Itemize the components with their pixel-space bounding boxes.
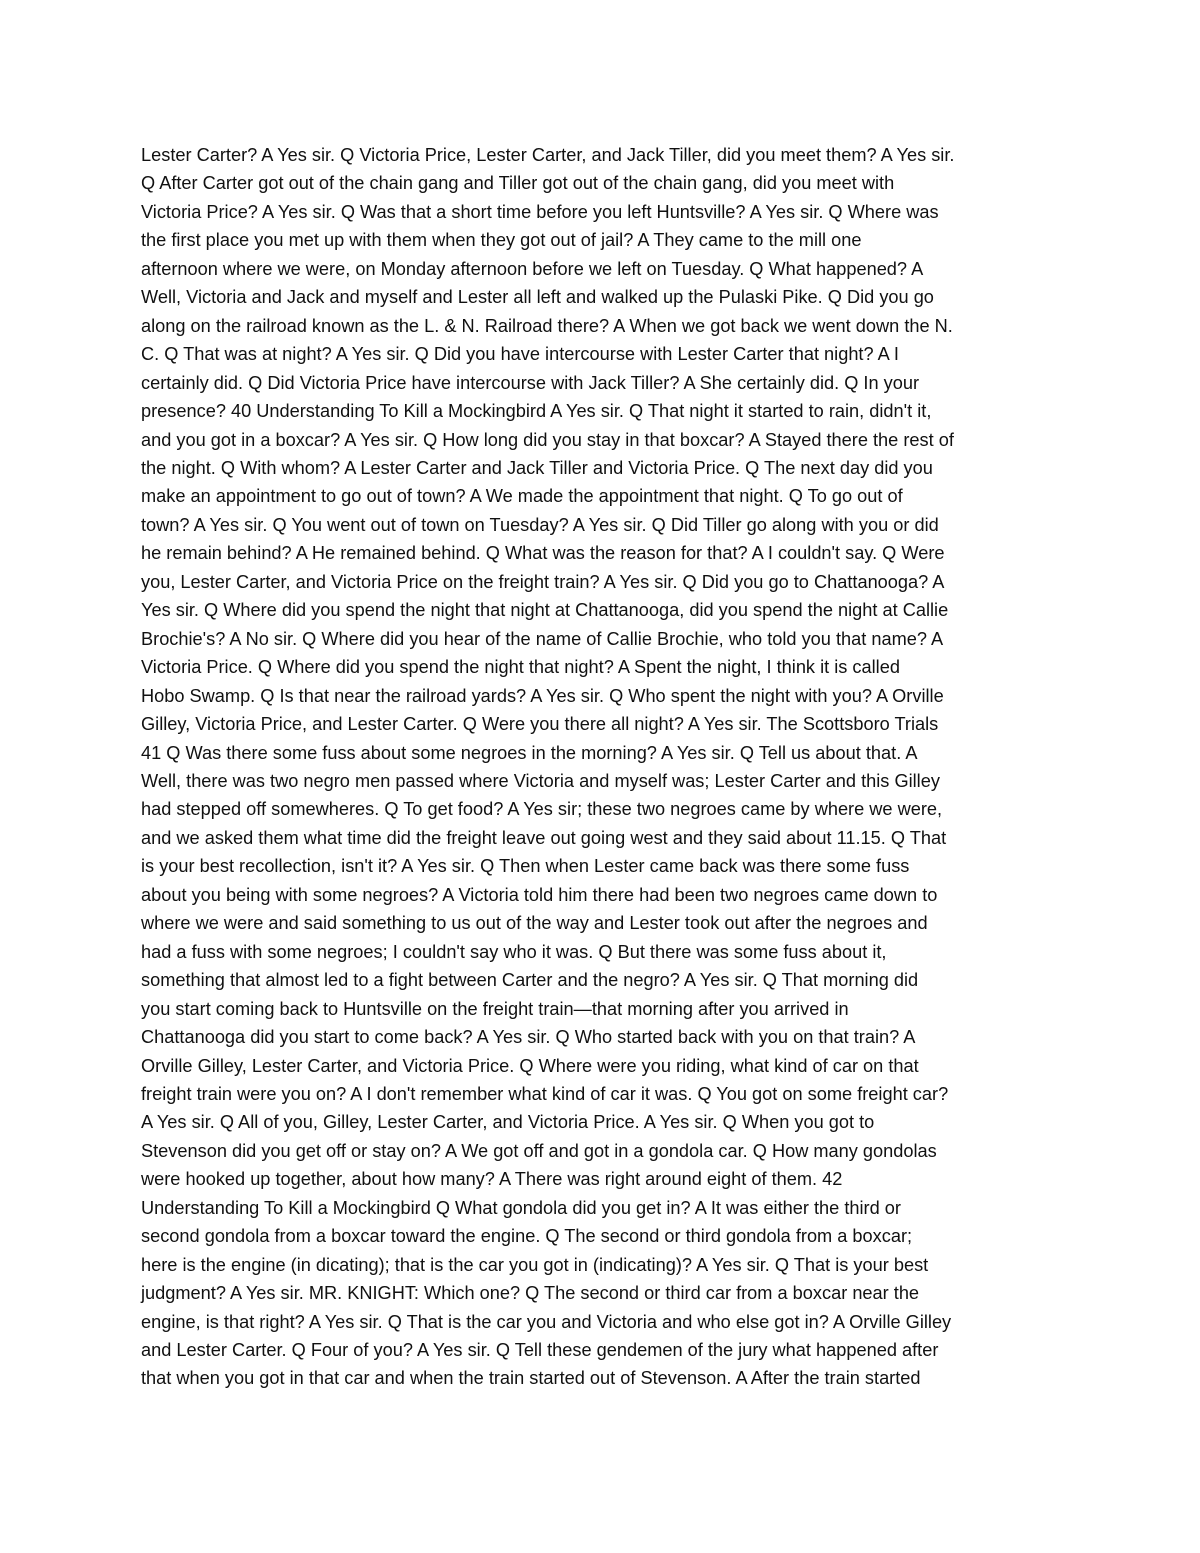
text-line: Brochie's? A No sir. Q Where did you hear of the name of Callie Brochie, who told you that name? A [141,628,944,649]
text-line: Gilley, Victoria Price, and Lester Carter. Q Were you there all night? A Yes sir. The Scottsboro Trials [141,714,939,735]
text-line: Orville Gilley, Lester Carter, and Victoria Price. Q Where were you riding, what kind of car on that [141,1055,919,1076]
text-line: about you being with some negroes? A Victoria told him there had been two negroes came down to [141,884,938,905]
text-line: freight train were you on? A I don't remember what kind of car it was. Q You got on some freight car? [141,1083,949,1104]
text-line: Understanding To Kill a Mockingbird Q What gondola did you get in? A It was either the third or [141,1197,901,1218]
text-line: something that almost led to a fight between Carter and the negro? A Yes sir. Q That morning did [141,970,919,991]
text-line: Well, there was two negro men passed where Victoria and myself was; Lester Carter and this Gilley [141,770,940,791]
text-line: make an appointment to go out of town? A We made the appointment that night. Q To go out of [141,486,903,507]
text-line: the first place you met up with them when they got out of jail? A They came to the mill one [141,230,862,251]
text-line: Victoria Price. Q Where did you spend the night that night? A Spent the night, I think it is called [141,657,900,678]
text-line: had stepped off somewheres. Q To get food? A Yes sir; these two negroes came by where we were, [141,799,943,820]
text-line: Chattanooga did you start to come back? A Yes sir. Q Who started back with you on that train? A [141,1027,916,1048]
text-line: and you got in a boxcar? A Yes sir. Q How long did you stay in that boxcar? A Stayed there the rest of [141,429,954,450]
text-line: 41 Q Was there some fuss about some negroes in the morning? A Yes sir. Q Tell us about that. A [141,742,918,763]
text-line: is your best recollection, isn't it? A Yes sir. Q Then when Lester came back was there some fuss [141,856,910,877]
text-line: Lester Carter? A Yes sir. Q Victoria Price, Lester Carter, and Jack Tiller, did you meet them? A Yes sir. [141,145,955,165]
text-line: he remain behind? A He remained behind. Q What was the reason for that? A I couldn't say. Q Were [141,543,945,564]
text-line: along on the railroad known as the L. & N. Railroad there? A When we got back we went down the N. [141,315,953,336]
text-line: had a fuss with some negroes; I couldn't say who it was. Q But there was some fuss about it, [141,941,887,962]
transcript-text-block [141,141,1066,1393]
text-line: C. Q That was at night? A Yes sir. Q Did you have intercourse with Lester Carter that night? A I [141,344,899,365]
text-line: afternoon where we were, on Monday afternoon before we left on Tuesday. Q What happened? A [141,258,924,279]
text-line: engine, is that right? A Yes sir. Q That is the car you and Victoria and who else got in? A Orville Gilley [141,1311,952,1332]
text-line: Yes sir. Q Where did you spend the night that night at Chattanooga, did you spend the night at Callie [141,600,949,621]
text-line: the night. Q With whom? A Lester Carter and Jack Tiller and Victoria Price. Q The next day did you [141,457,933,478]
text-line: town? A Yes sir. Q You went out of town on Tuesday? A Yes sir. Q Did Tiller go along with you or did [141,514,939,535]
text-line: presence? 40 Understanding To Kill a Mockingbird A Yes sir. Q That night it started to rain, didn't it, [141,401,932,422]
text-line: you start coming back to Huntsville on the freight train—that morning after you arrived in [141,998,849,1019]
text-line: that when you got in that car and when the train started out of Stevenson. A After the train started [141,1368,921,1389]
text-line: certainly did. Q Did Victoria Price have intercourse with Jack Tiller? A She certainly did. Q In your [141,372,920,393]
text-line: second gondola from a boxcar toward the engine. Q The second or third gondola from a boxcar; [141,1226,913,1247]
text-line: you, Lester Carter, and Victoria Price on the freight train? A Yes sir. Q Did you go to Chattanooga? A [141,571,945,592]
text-line: Stevenson did you get off or stay on? A We got off and got in a gondola car. Q How many gondolas [141,1140,937,1161]
text-line: were hooked up together, about how many? A There was right around eight of them. 42 [141,1169,843,1190]
text-line: and Lester Carter. Q Four of you? A Yes sir. Q Tell these gendemen of the jury what happened after [141,1340,939,1361]
text-line: where we were and said something to us out of the way and Lester took out after the negroes and [141,913,928,934]
text-line: judgment? A Yes sir. MR. KNIGHT: Which one? Q The second or third car from a boxcar near the [141,1283,920,1304]
text-line: here is the engine (in dicating); that is the car you got in (indicating)? A Yes sir. Q That is your best [141,1254,929,1275]
text-line: Victoria Price? A Yes sir. Q Was that a short time before you left Huntsville? A Yes sir. Q Where was [141,201,939,222]
text-line: A Yes sir. Q All of you, Gilley, Lester Carter, and Victoria Price. A Yes sir. Q When you got to [141,1112,875,1133]
text-line: and we asked them what time did the freight leave out going west and they said about 11.15. Q That [141,827,947,848]
text-line: Q After Carter got out of the chain gang and Tiller got out of the chain gang, did you meet with [141,173,895,194]
text-line: Well, Victoria and Jack and myself and Lester all left and walked up the Pulaski Pike. Q Did you go [141,287,934,308]
text-line: Hobo Swamp. Q Is that near the railroad yards? A Yes sir. Q Who spent the night with you? A Orville [141,685,944,706]
